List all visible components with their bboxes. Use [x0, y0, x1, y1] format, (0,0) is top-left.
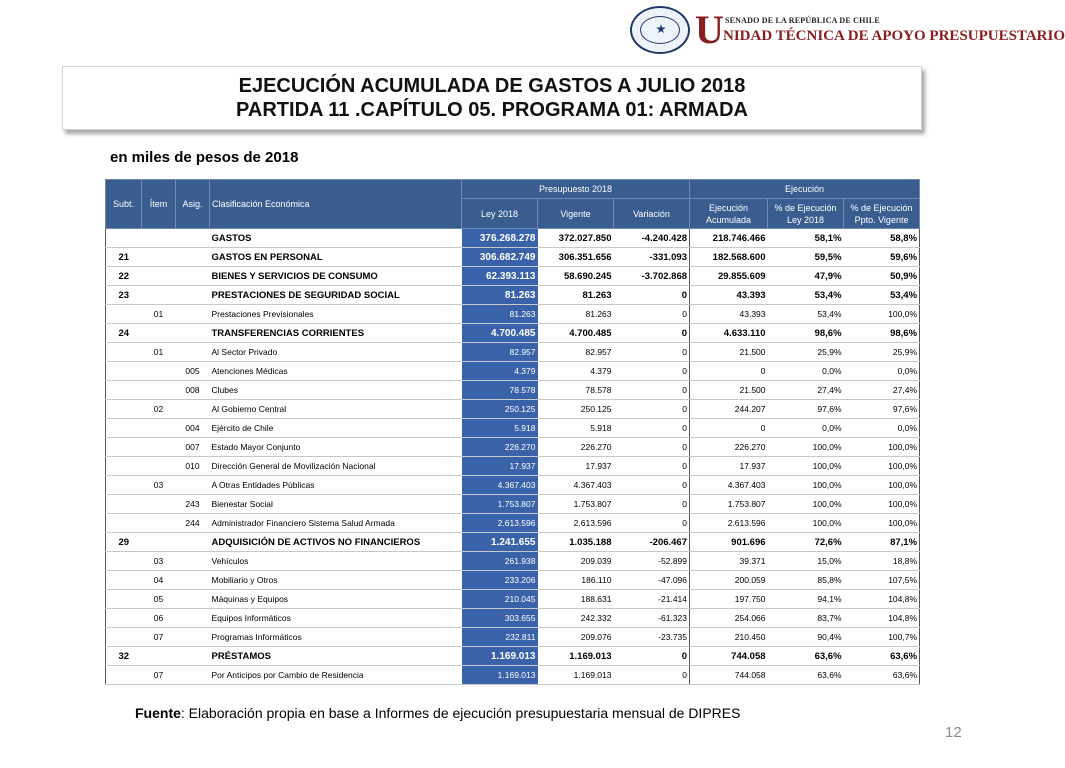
- cell-ejec: 0: [690, 362, 768, 381]
- cell-subt: [106, 628, 142, 647]
- budget-table: [105, 179, 920, 685]
- cell-subt: [106, 381, 142, 400]
- cell-pct-ley: 100,0%: [768, 438, 844, 457]
- col-asig: Asig.: [176, 180, 210, 229]
- table-row: [106, 590, 920, 609]
- cell-name: PRESTACIONES DE SEGURIDAD SOCIAL: [210, 286, 462, 305]
- col-vigente: Vigente: [538, 199, 614, 229]
- cell-pct-ley: 63,6%: [768, 647, 844, 666]
- cell-name: Al Gobierno Central: [210, 400, 462, 419]
- col-subt: Subt.: [106, 180, 142, 229]
- cell-item: 01: [142, 305, 176, 324]
- table-row: [106, 476, 920, 495]
- cell-asig: [176, 286, 210, 305]
- cell-variacion: 0: [614, 495, 690, 514]
- cell-pct-ley: 100,0%: [768, 495, 844, 514]
- cell-item: [142, 381, 176, 400]
- cell-variacion: 0: [614, 647, 690, 666]
- cell-ejec: 0: [690, 419, 768, 438]
- cell-item: [142, 457, 176, 476]
- cell-ley: 233.206: [462, 571, 538, 590]
- cell-pct-vig: 50,9%: [844, 267, 920, 286]
- cell-item: 05: [142, 590, 176, 609]
- cell-pct-ley: 83,7%: [768, 609, 844, 628]
- footnote-text: : Elaboración propia en base a Informes de ejecución presupuestaria mensual de DIPRES: [180, 705, 741, 721]
- cell-ejec: 218.746.466: [690, 229, 768, 248]
- cell-pct-vig: 18,8%: [844, 552, 920, 571]
- cell-ley: 1.169.013: [462, 647, 538, 666]
- cell-pct-ley: 63,6%: [768, 666, 844, 685]
- cell-asig: 005: [176, 362, 210, 381]
- cell-subt: 23: [106, 286, 142, 305]
- cell-pct-vig: 53,4%: [844, 286, 920, 305]
- cell-subt: [106, 343, 142, 362]
- col-item: Ítem: [142, 180, 176, 229]
- table-row: [106, 609, 920, 628]
- cell-pct-vig: 63,6%: [844, 647, 920, 666]
- cell-vigente: 4.379: [538, 362, 614, 381]
- cell-ley: 1.169.013: [462, 666, 538, 685]
- cell-subt: 21: [106, 248, 142, 267]
- cell-asig: [176, 609, 210, 628]
- group-ejecucion: Ejecución: [690, 180, 920, 199]
- cell-subt: [106, 419, 142, 438]
- cell-pct-vig: 100,0%: [844, 305, 920, 324]
- cell-pct-ley: 25,9%: [768, 343, 844, 362]
- cell-pct-vig: 100,0%: [844, 457, 920, 476]
- table-row: [106, 381, 920, 400]
- cell-asig: [176, 533, 210, 552]
- cell-subt: [106, 609, 142, 628]
- cell-vigente: 58.690.245: [538, 267, 614, 286]
- cell-name: Ejército de Chile: [210, 419, 462, 438]
- cell-asig: [176, 324, 210, 343]
- seal-inner: [640, 16, 680, 44]
- cell-variacion: 0: [614, 324, 690, 343]
- table-row: [106, 400, 920, 419]
- cell-vigente: 81.263: [538, 286, 614, 305]
- source-footnote: [135, 705, 740, 721]
- cell-pct-vig: 87,1%: [844, 533, 920, 552]
- brand-line1: SENADO DE LA REPÚBLICA DE CHILE: [725, 16, 880, 25]
- cell-ejec: 4.633.110: [690, 324, 768, 343]
- cell-ejec: 200.059: [690, 571, 768, 590]
- cell-ejec: 4.367.403: [690, 476, 768, 495]
- cell-item: [142, 647, 176, 666]
- cell-subt: 24: [106, 324, 142, 343]
- cell-pct-vig: 100,0%: [844, 476, 920, 495]
- cell-name: GASTOS: [210, 229, 462, 248]
- cell-pct-ley: 72,6%: [768, 533, 844, 552]
- cell-variacion: 0: [614, 438, 690, 457]
- cell-variacion: -21.414: [614, 590, 690, 609]
- col-clasificacion: Clasificación Económica: [210, 180, 462, 229]
- cell-name: Administrador Financiero Sistema Salud Armada: [210, 514, 462, 533]
- cell-ley: 232.811: [462, 628, 538, 647]
- table-row: [106, 552, 920, 571]
- cell-asig: [176, 343, 210, 362]
- table-row: [106, 628, 920, 647]
- cell-variacion: 0: [614, 457, 690, 476]
- cell-vigente: 17.937: [538, 457, 614, 476]
- title-line1: EJECUCIÓN ACUMULADA DE GASTOS A JULIO 2018: [238, 75, 746, 97]
- cell-pct-ley: 100,0%: [768, 476, 844, 495]
- cell-variacion: -52.899: [614, 552, 690, 571]
- cell-vigente: 1.753.807: [538, 495, 614, 514]
- cell-asig: [176, 571, 210, 590]
- cell-asig: 010: [176, 457, 210, 476]
- cell-ejec: 226.270: [690, 438, 768, 457]
- cell-ley: 81.263: [462, 305, 538, 324]
- cell-ley: 261.938: [462, 552, 538, 571]
- cell-name: A Otras Entidades Públicas: [210, 476, 462, 495]
- col-ley: Ley 2018: [462, 199, 538, 229]
- cell-ejec: 43.393: [690, 286, 768, 305]
- cell-variacion: -206.467: [614, 533, 690, 552]
- cell-asig: [176, 400, 210, 419]
- cell-subt: 32: [106, 647, 142, 666]
- cell-item: [142, 533, 176, 552]
- cell-pct-vig: 58,8%: [844, 229, 920, 248]
- cell-ejec: 1.753.807: [690, 495, 768, 514]
- table-row: [106, 457, 920, 476]
- cell-ejec: 182.568.600: [690, 248, 768, 267]
- cell-name: GASTOS EN PERSONAL: [210, 248, 462, 267]
- table-row: [106, 438, 920, 457]
- cell-pct-vig: 100,7%: [844, 628, 920, 647]
- cell-subt: [106, 552, 142, 571]
- cell-subt: [106, 362, 142, 381]
- cell-vigente: 250.125: [538, 400, 614, 419]
- cell-ley: 250.125: [462, 400, 538, 419]
- cell-asig: [176, 229, 210, 248]
- cell-ejec: 21.500: [690, 343, 768, 362]
- cell-item: [142, 514, 176, 533]
- cell-pct-ley: 53,4%: [768, 305, 844, 324]
- cell-variacion: 0: [614, 419, 690, 438]
- brand-initial: U: [695, 7, 724, 52]
- table-row: [106, 666, 920, 685]
- cell-item: 06: [142, 609, 176, 628]
- cell-vigente: 372.027.850: [538, 229, 614, 248]
- cell-name: Equipos Informáticos: [210, 609, 462, 628]
- senado-seal-logo: [630, 6, 690, 54]
- cell-pct-vig: 97,6%: [844, 400, 920, 419]
- title-box: [62, 66, 922, 130]
- cell-ley: 4.700.485: [462, 324, 538, 343]
- cell-item: [142, 286, 176, 305]
- table-row: [106, 514, 920, 533]
- cell-asig: [176, 628, 210, 647]
- cell-ley: 1.241.655: [462, 533, 538, 552]
- cell-vigente: 4.367.403: [538, 476, 614, 495]
- cell-item: 01: [142, 343, 176, 362]
- footnote-label: Fuente: [135, 705, 181, 721]
- cell-variacion: -331.093: [614, 248, 690, 267]
- cell-ley: 306.682.749: [462, 248, 538, 267]
- col-pct-ley: % de Ejecución Ley 2018: [768, 199, 844, 229]
- cell-name: BIENES Y SERVICIOS DE CONSUMO: [210, 267, 462, 286]
- cell-item: 03: [142, 476, 176, 495]
- cell-vigente: 1.035.188: [538, 533, 614, 552]
- units-subtitle: en miles de pesos de 2018: [110, 149, 299, 166]
- cell-variacion: -47.096: [614, 571, 690, 590]
- table-row: [106, 495, 920, 514]
- cell-pct-vig: 0,0%: [844, 362, 920, 381]
- cell-name: Por Anticipos por Cambio de Residencia: [210, 666, 462, 685]
- cell-item: 07: [142, 666, 176, 685]
- cell-ley: 81.263: [462, 286, 538, 305]
- cell-subt: [106, 495, 142, 514]
- cell-subt: [106, 305, 142, 324]
- cell-ley: 5.918: [462, 419, 538, 438]
- cell-name: Prestaciones Previsionales: [210, 305, 462, 324]
- cell-pct-ley: 0,0%: [768, 419, 844, 438]
- cell-pct-ley: 90,4%: [768, 628, 844, 647]
- cell-vigente: 2.613.596: [538, 514, 614, 533]
- cell-item: 04: [142, 571, 176, 590]
- table-row: [106, 571, 920, 590]
- cell-pct-ley: 15,0%: [768, 552, 844, 571]
- cell-subt: [106, 400, 142, 419]
- cell-pct-vig: 27,4%: [844, 381, 920, 400]
- cell-name: Máquinas y Equipos: [210, 590, 462, 609]
- cell-pct-vig: 107,5%: [844, 571, 920, 590]
- cell-vigente: 209.039: [538, 552, 614, 571]
- cell-pct-vig: 100,0%: [844, 438, 920, 457]
- cell-name: PRÉSTAMOS: [210, 647, 462, 666]
- cell-subt: [106, 514, 142, 533]
- cell-ley: 62.393.113: [462, 267, 538, 286]
- cell-pct-vig: 100,0%: [844, 514, 920, 533]
- cell-pct-ley: 59,5%: [768, 248, 844, 267]
- cell-ejec: 244.207: [690, 400, 768, 419]
- cell-ejec: 197.750: [690, 590, 768, 609]
- cell-ley: 4.367.403: [462, 476, 538, 495]
- cell-name: Dirección General de Movilización Nacional: [210, 457, 462, 476]
- cell-asig: [176, 590, 210, 609]
- cell-name: TRANSFERENCIAS CORRIENTES: [210, 324, 462, 343]
- cell-vigente: 78.578: [538, 381, 614, 400]
- cell-pct-vig: 63,6%: [844, 666, 920, 685]
- col-ejec-acum: Ejecución Acumulada: [690, 199, 768, 229]
- cell-name: Estado Mayor Conjunto: [210, 438, 462, 457]
- cell-pct-ley: 97,6%: [768, 400, 844, 419]
- table-row: [106, 286, 920, 305]
- cell-ley: 82.957: [462, 343, 538, 362]
- cell-vigente: 242.332: [538, 609, 614, 628]
- table-row: [106, 324, 920, 343]
- cell-subt: [106, 590, 142, 609]
- cell-asig: [176, 305, 210, 324]
- table-row: [106, 343, 920, 362]
- cell-vigente: 4.700.485: [538, 324, 614, 343]
- cell-item: [142, 362, 176, 381]
- cell-variacion: -4.240.428: [614, 229, 690, 248]
- cell-vigente: 1.169.013: [538, 647, 614, 666]
- cell-ley: 1.753.807: [462, 495, 538, 514]
- cell-pct-vig: 25,9%: [844, 343, 920, 362]
- cell-pct-vig: 104,8%: [844, 609, 920, 628]
- cell-asig: 004: [176, 419, 210, 438]
- cell-ejec: 39.371: [690, 552, 768, 571]
- cell-variacion: 0: [614, 286, 690, 305]
- cell-item: 03: [142, 552, 176, 571]
- cell-pct-ley: 0,0%: [768, 362, 844, 381]
- cell-vigente: 306.351.656: [538, 248, 614, 267]
- cell-name: Bienestar Social: [210, 495, 462, 514]
- cell-pct-ley: 100,0%: [768, 457, 844, 476]
- cell-vigente: 188.631: [538, 590, 614, 609]
- cell-variacion: -61.323: [614, 609, 690, 628]
- cell-subt: 29: [106, 533, 142, 552]
- table-row: [106, 647, 920, 666]
- cell-ley: 4.379: [462, 362, 538, 381]
- cell-name: Mobiliario y Otros: [210, 571, 462, 590]
- brand-line2: NIDAD TÉCNICA DE APOYO PRESUPUESTARIO: [723, 28, 1065, 44]
- cell-name: Clubes: [210, 381, 462, 400]
- cell-ley: 376.268.278: [462, 229, 538, 248]
- cell-asig: [176, 666, 210, 685]
- cell-pct-vig: 100,0%: [844, 495, 920, 514]
- cell-pct-vig: 59,6%: [844, 248, 920, 267]
- cell-name: ADQUISICIÓN DE ACTIVOS NO FINANCIEROS: [210, 533, 462, 552]
- cell-variacion: 0: [614, 666, 690, 685]
- cell-variacion: -23.735: [614, 628, 690, 647]
- cell-variacion: 0: [614, 305, 690, 324]
- cell-pct-vig: 98,6%: [844, 324, 920, 343]
- cell-vigente: 81.263: [538, 305, 614, 324]
- cell-ley: 17.937: [462, 457, 538, 476]
- cell-ejec: 29.855.609: [690, 267, 768, 286]
- table-row: [106, 229, 920, 248]
- cell-asig: 007: [176, 438, 210, 457]
- cell-asig: [176, 552, 210, 571]
- cell-vigente: 82.957: [538, 343, 614, 362]
- cell-pct-ley: 94,1%: [768, 590, 844, 609]
- cell-ejec: 43.393: [690, 305, 768, 324]
- title-line2: PARTIDA 11 .CAPÍTULO 05. PROGRAMA 01: ARMADA: [236, 99, 748, 121]
- cell-pct-ley: 98,6%: [768, 324, 844, 343]
- cell-item: 07: [142, 628, 176, 647]
- cell-ejec: 21.500: [690, 381, 768, 400]
- cell-ley: 78.578: [462, 381, 538, 400]
- cell-pct-ley: 85,8%: [768, 571, 844, 590]
- cell-ley: 2.613.596: [462, 514, 538, 533]
- cell-variacion: 0: [614, 400, 690, 419]
- table-row: [106, 533, 920, 552]
- cell-pct-ley: 58,1%: [768, 229, 844, 248]
- table-row: [106, 305, 920, 324]
- cell-pct-ley: 27,4%: [768, 381, 844, 400]
- table-row: [106, 419, 920, 438]
- cell-name: Atenciones Médicas: [210, 362, 462, 381]
- cell-item: [142, 267, 176, 286]
- cell-asig: 008: [176, 381, 210, 400]
- cell-asig: [176, 647, 210, 666]
- cell-variacion: 0: [614, 381, 690, 400]
- cell-asig: [176, 267, 210, 286]
- cell-vigente: 209.076: [538, 628, 614, 647]
- cell-vigente: 186.110: [538, 571, 614, 590]
- cell-ejec: 2.613.596: [690, 514, 768, 533]
- cell-asig: [176, 476, 210, 495]
- col-variacion: Variación: [614, 199, 690, 229]
- cell-ejec: 901.696: [690, 533, 768, 552]
- cell-vigente: 1.169.013: [538, 666, 614, 685]
- cell-ejec: 210.450: [690, 628, 768, 647]
- cell-subt: [106, 476, 142, 495]
- cell-name: Al Sector Privado: [210, 343, 462, 362]
- cell-pct-vig: 104,8%: [844, 590, 920, 609]
- cell-ley: 226.270: [462, 438, 538, 457]
- table-row: [106, 248, 920, 267]
- cell-ley: 303.655: [462, 609, 538, 628]
- col-pct-vig: % de Ejecución Ppto. Vigente: [844, 199, 920, 229]
- cell-vigente: 5.918: [538, 419, 614, 438]
- cell-variacion: 0: [614, 514, 690, 533]
- cell-pct-ley: 53,4%: [768, 286, 844, 305]
- cell-item: [142, 419, 176, 438]
- cell-name: Vehículos: [210, 552, 462, 571]
- cell-ejec: 744.058: [690, 647, 768, 666]
- cell-asig: 243: [176, 495, 210, 514]
- cell-subt: [106, 666, 142, 685]
- cell-item: 02: [142, 400, 176, 419]
- cell-pct-ley: 47,9%: [768, 267, 844, 286]
- table-row: [106, 362, 920, 381]
- table-row: [106, 267, 920, 286]
- cell-pct-vig: 0,0%: [844, 419, 920, 438]
- cell-item: [142, 495, 176, 514]
- page-number: 12: [945, 724, 962, 741]
- cell-subt: [106, 571, 142, 590]
- cell-asig: 244: [176, 514, 210, 533]
- cell-subt: 22: [106, 267, 142, 286]
- cell-item: [142, 229, 176, 248]
- group-presupuesto: Presupuesto 2018: [462, 180, 690, 199]
- cell-ley: 210.045: [462, 590, 538, 609]
- cell-item: [142, 438, 176, 457]
- cell-variacion: 0: [614, 362, 690, 381]
- cell-vigente: 226.270: [538, 438, 614, 457]
- cell-variacion: -3.702.868: [614, 267, 690, 286]
- cell-item: [142, 248, 176, 267]
- cell-ejec: 744.058: [690, 666, 768, 685]
- table-body: [106, 229, 920, 685]
- cell-pct-ley: 100,0%: [768, 514, 844, 533]
- cell-subt: [106, 457, 142, 476]
- cell-subt: [106, 438, 142, 457]
- cell-ejec: 254.066: [690, 609, 768, 628]
- cell-ejec: 17.937: [690, 457, 768, 476]
- cell-asig: [176, 248, 210, 267]
- cell-subt: [106, 229, 142, 248]
- cell-item: [142, 324, 176, 343]
- cell-variacion: 0: [614, 476, 690, 495]
- cell-variacion: 0: [614, 343, 690, 362]
- cell-name: Programas Informáticos: [210, 628, 462, 647]
